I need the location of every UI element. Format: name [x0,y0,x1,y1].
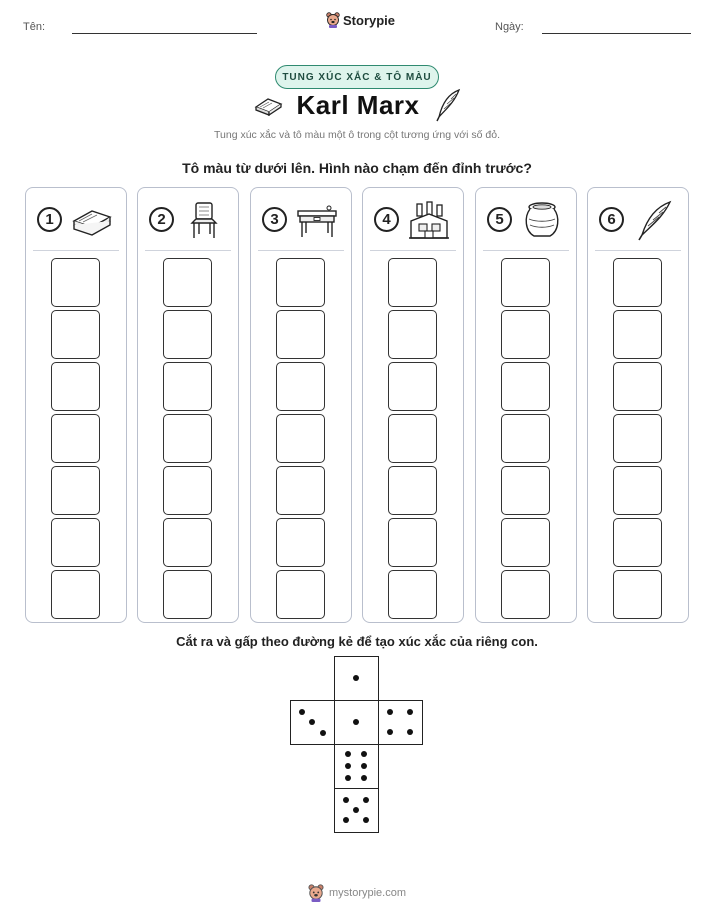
color-cell[interactable] [51,310,100,359]
color-cell[interactable] [163,310,212,359]
cell-stack [613,258,662,622]
column-number: 3 [262,207,287,232]
color-cell[interactable] [276,570,325,619]
color-cell[interactable] [388,466,437,515]
book-icon [253,94,283,116]
die-pip [299,709,305,715]
color-cell[interactable] [501,362,550,411]
die-pip [361,751,367,757]
column-4 [362,187,464,623]
color-cell[interactable] [51,258,100,307]
color-cell[interactable] [388,362,437,411]
column-divider [370,250,456,251]
die-pip [407,709,413,715]
color-cell[interactable] [388,518,437,567]
column-number: 4 [374,207,399,232]
factory-icon [407,199,451,241]
column-number: 2 [149,207,174,232]
die-pip [345,751,351,757]
column-divider [258,250,344,251]
die-pip [320,730,326,736]
color-cell[interactable] [276,518,325,567]
color-cell[interactable] [276,466,325,515]
column-header [363,188,463,250]
die-face [334,656,379,701]
die-pip [345,775,351,781]
die-pip [353,807,359,813]
footer-url: mystorypie.com [328,887,407,899]
die-pip [345,763,351,769]
die-pip [353,719,359,725]
color-cell[interactable] [388,414,437,463]
column-3 [250,187,352,623]
title-row [0,88,714,122]
color-cell[interactable] [163,362,212,411]
column-number: 1 [37,207,62,232]
column-1 [25,187,127,623]
date-label: Ngày: [495,21,524,33]
color-cell[interactable] [163,518,212,567]
color-cell[interactable] [501,258,550,307]
column-header [476,188,576,250]
color-cell[interactable] [51,414,100,463]
desk-icon [295,199,339,241]
brand-logo [326,12,395,28]
color-cell[interactable] [163,258,212,307]
subtitle: Tung xúc xắc và tô màu một ô trong cột tương ứng với số đỏ. [214,129,500,141]
die-pip [361,763,367,769]
die-face [290,700,335,745]
color-cell[interactable] [163,466,212,515]
color-cell[interactable] [163,570,212,619]
color-cell[interactable] [613,258,662,307]
chair-icon [182,199,226,241]
die-pip [343,817,349,823]
column-2 [137,187,239,623]
column-header [138,188,238,250]
die-pip [353,675,359,681]
color-cell[interactable] [501,466,550,515]
color-cell[interactable] [276,310,325,359]
die-pip [343,797,349,803]
cut-instruction: Cắt ra và gấp theo đường kẻ để tạo xúc xắc của riêng con. [176,634,538,649]
instruction: Tô màu từ dưới lên. Hình nào chạm đến đỉnh trước? [182,160,532,176]
quill-icon [434,88,462,122]
brand-name: Storypie [343,12,396,28]
bear-icon [308,884,324,902]
color-cell[interactable] [163,414,212,463]
color-cell[interactable] [613,466,662,515]
column-divider [33,250,119,251]
color-cell[interactable] [388,310,437,359]
die-face [334,788,379,833]
column-5 [475,187,577,623]
color-cell[interactable] [51,466,100,515]
column-header [588,188,688,250]
color-cell[interactable] [276,362,325,411]
color-cell[interactable] [276,414,325,463]
cell-stack [276,258,325,622]
column-divider [483,250,569,251]
color-cell[interactable] [276,258,325,307]
color-cell[interactable] [613,362,662,411]
die-pip [361,775,367,781]
color-cell[interactable] [501,570,550,619]
die-pip [363,817,369,823]
die-pip [387,709,393,715]
page-title: Karl Marx [296,89,420,120]
cell-stack [501,258,550,622]
color-cell[interactable] [388,258,437,307]
color-cell[interactable] [501,518,550,567]
column-header [26,188,126,250]
color-cell[interactable] [613,518,662,567]
column-number: 6 [599,207,624,232]
pot-icon [520,199,564,241]
cell-stack [388,258,437,622]
bear-icon [326,12,340,28]
cell-stack [51,258,100,622]
books-icon [70,199,114,241]
column-6 [587,187,689,623]
die-pip [363,797,369,803]
quill-icon [632,199,676,241]
color-cell[interactable] [51,570,100,619]
color-cell[interactable] [613,414,662,463]
die-face [334,744,379,789]
die-face [334,700,379,745]
color-cell[interactable] [51,362,100,411]
color-cell[interactable] [51,518,100,567]
column-number: 5 [487,207,512,232]
die-pip [407,729,413,735]
cell-stack [163,258,212,622]
footer [0,884,714,902]
color-cell[interactable] [613,310,662,359]
color-cell[interactable] [501,310,550,359]
activity-tag: TUNG XÚC XẮC & TÔ MÀU [275,65,439,89]
color-cell[interactable] [501,414,550,463]
die-pip [309,719,315,725]
name-line[interactable] [72,33,257,34]
color-cell[interactable] [388,570,437,619]
column-divider [595,250,681,251]
column-header [251,188,351,250]
name-label: Tên: [23,21,46,33]
date-line[interactable] [542,33,691,34]
column-divider [145,250,231,251]
color-cell[interactable] [613,570,662,619]
die-pip [387,729,393,735]
die-face [378,700,423,745]
